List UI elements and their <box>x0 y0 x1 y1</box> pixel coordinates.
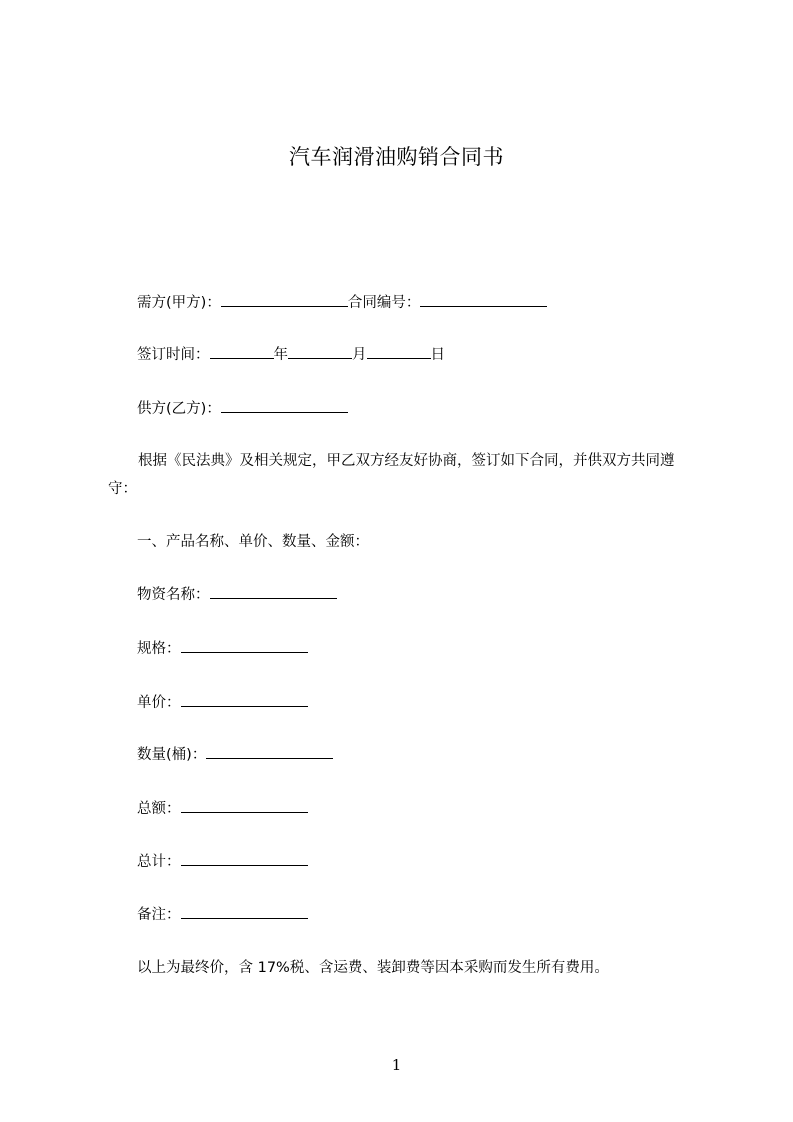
material-name-label: 物资名称： <box>137 587 210 603</box>
section1-heading: 一、产品名称、单价、数量、金额： <box>137 534 369 550</box>
buyer-blank[interactable] <box>221 292 348 307</box>
quantity-blank[interactable] <box>206 744 333 759</box>
day-blank[interactable] <box>367 344 431 359</box>
contract-no-blank[interactable] <box>420 292 547 307</box>
total-amount-row <box>137 798 308 819</box>
intro-paragraph: 根据《民法典》及相关规定，甲乙双方经友好协商，签订如下合同，并供双方共同遵守： <box>108 453 675 497</box>
year-label: 年 <box>273 347 288 363</box>
contract-no-label: 合同编号： <box>347 295 421 311</box>
grand-total-label: 总计： <box>137 854 181 870</box>
unit-price-label: 单价： <box>137 695 181 711</box>
spec-blank[interactable] <box>181 638 308 653</box>
supplier-blank[interactable] <box>221 398 348 413</box>
supplier-label: 供方(乙方)： <box>137 401 221 417</box>
page-title: 汽车润滑油购销合同书 <box>289 145 504 169</box>
spec-label: 规格： <box>137 641 181 657</box>
quantity-label: 数量(桶)： <box>137 747 207 763</box>
material-name-blank[interactable] <box>210 584 337 599</box>
price-note: 以上为最终价，含 17%税、含运费、装卸费等因本采购而发生所有费用。 <box>137 960 609 976</box>
day-label: 日 <box>430 347 445 363</box>
sign-time-row <box>137 344 445 365</box>
grand-total-row <box>137 851 308 872</box>
total-amount-blank[interactable] <box>181 798 308 813</box>
month-blank[interactable] <box>288 344 352 359</box>
total-amount-label: 总额： <box>137 801 181 817</box>
sign-time-label: 签订时间： <box>137 347 210 363</box>
unit-price-blank[interactable] <box>181 692 308 707</box>
unit-price-row <box>137 692 308 713</box>
quantity-row <box>137 744 333 765</box>
year-blank[interactable] <box>210 344 274 359</box>
remarks-row <box>137 904 308 925</box>
supplier-row <box>137 398 348 419</box>
spec-row <box>137 638 308 659</box>
page-number: 1 <box>391 1056 402 1074</box>
grand-total-blank[interactable] <box>181 851 308 866</box>
buyer-row <box>137 292 547 313</box>
remarks-blank[interactable] <box>181 904 308 919</box>
buyer-label: 需方(甲方)： <box>137 295 221 311</box>
remarks-label: 备注： <box>137 907 181 923</box>
month-label: 月 <box>352 347 367 363</box>
material-name-row <box>137 584 337 605</box>
